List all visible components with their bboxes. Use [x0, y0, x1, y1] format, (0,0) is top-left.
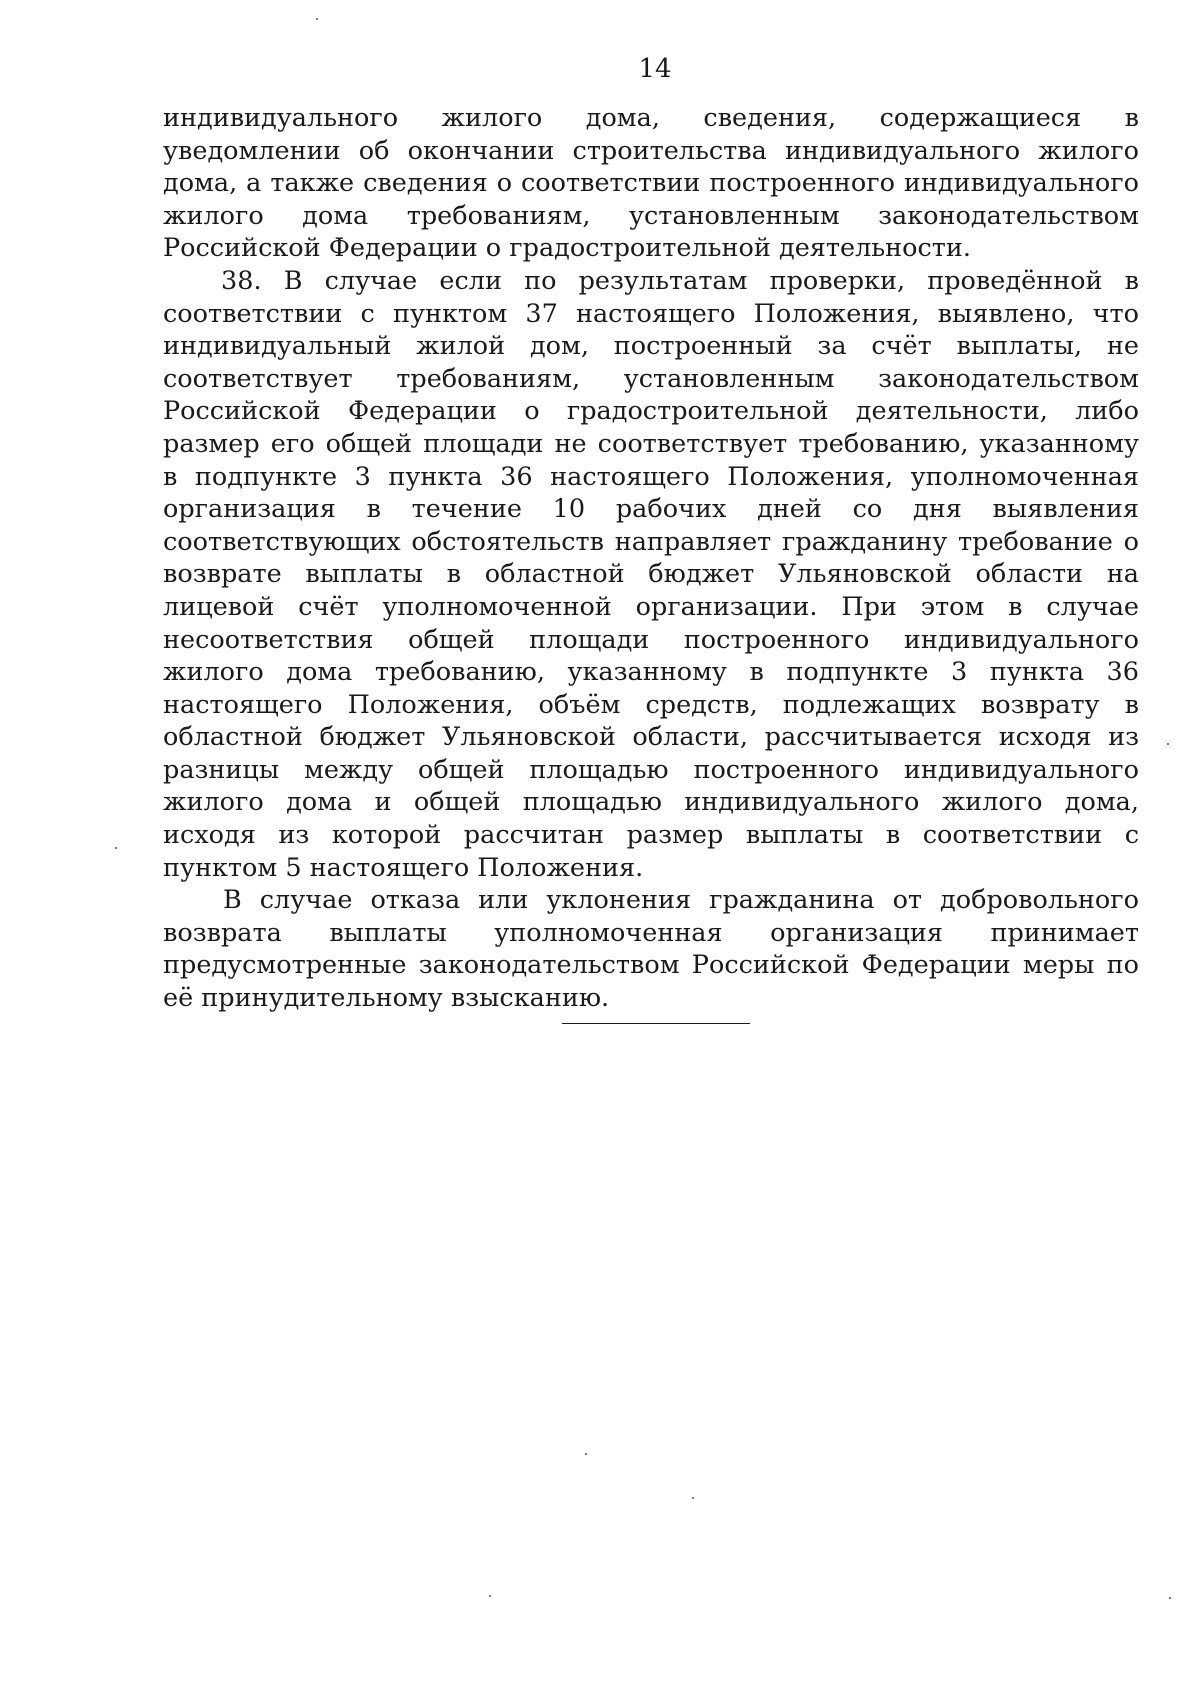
- paragraph-continuation: индивидуального жилого дома, сведения, содержащиеся в уведомлении об окончании строительства индивидуального жилого дома, а также сведения о соответствии построенного индивидуального жилого дома требованиям, установленным законодательством Российской Федерации о градостроительной деятельности.: [163, 103, 1139, 264]
- scan-speck: [585, 1453, 587, 1455]
- paragraph-refusal: В случае отказа или уклонения гражданина от добровольного возврата выплаты уполномоченная организация принимает предусмотренные законодательством Российской Федерации меры по её принудительному взысканию.: [163, 885, 1139, 1014]
- closing-rule: [562, 1023, 750, 1024]
- scan-speck: [489, 1595, 491, 1597]
- scan-speck: [1167, 743, 1169, 745]
- paragraph-clause-38: 38. В случае если по результатам проверки, проведённой в соответствии с пунктом 37 настоящего Положения, выявлено, что индивидуальный жилой дом, построенный за счёт выплаты, не соответствует требованиям, установленным законодательством Российской Федерации о градостроительной деятельности, либо размер его общей площади не соответствует требованию, указанному в подпункте 3 пункта 36 настоящего Положения, уполномоченная организация в течение 10 рабочих дней со дня выявления соответствующих обстоятельств направляет гражданину требование о возврате выплаты в областной бюджет Ульяновской области на лицевой счёт уполномоченной организации. При этом в случае несоответствия общей площади построенного индивидуального жилого дома требованию, указанному в подпункте 3 пункта 36 настоящего Положения, объём средств, подлежащих возврату в областной бюджет Ульяновской области, рассчитывается исходя из разницы между общей площадью построенного индивидуального жилого дома и общей площадью индивидуального жилого дома, исходя из которой рассчитан размер выплаты в соответствии с пунктом 5 настоящего Положения.: [163, 265, 1139, 883]
- scan-speck: [316, 18, 318, 20]
- scan-speck: [1169, 1597, 1171, 1599]
- page-number: 14: [638, 54, 672, 84]
- scan-speck: [692, 1497, 694, 1499]
- scan-speck: [115, 847, 117, 849]
- document-body: [163, 102, 1139, 1015]
